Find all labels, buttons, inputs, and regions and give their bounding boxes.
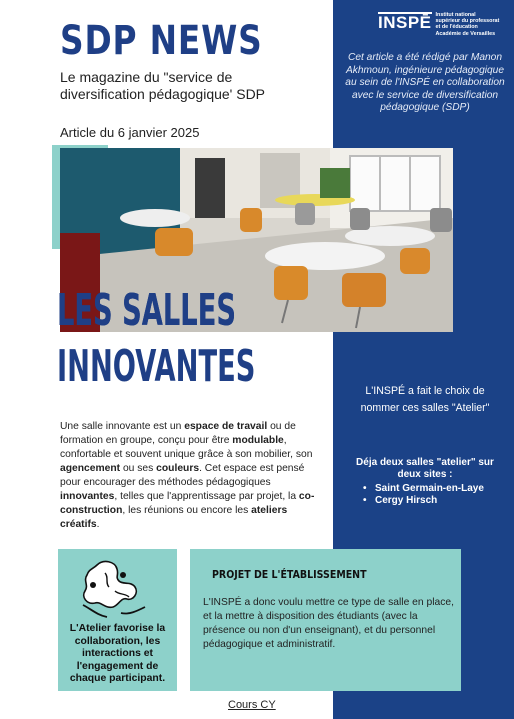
project-title: PROJET DE L'ÉTABLISSEMENT — [212, 569, 367, 581]
text-run: , telles que l'apprentissage par projet, la — [114, 491, 299, 502]
emphasis: co-construction — [60, 491, 315, 516]
sites-block — [345, 457, 505, 507]
text-run: . Cet espace est pensé pour encourager des méthodes pédagogiques — [60, 463, 305, 488]
emphasis: modulable — [232, 435, 284, 446]
logo-caption-line: supérieur du professorat — [435, 18, 500, 25]
sites-list — [345, 483, 505, 507]
footer-link[interactable]: Cours CY — [228, 699, 276, 711]
puzzle-hand-icon — [75, 557, 155, 621]
logo-caption-line: et de l'éducation — [435, 24, 478, 31]
magazine-title: SDP NEWS — [60, 18, 263, 64]
headline — [57, 283, 255, 395]
text-run: Une salle innovante est un — [60, 421, 185, 432]
project-text: L'INSPÉ a donc voulu mettre ce type de salle en place, et la mettre à disposition des étudiants (avec la présence ou non d'un enseignant), et du personnel pédagogique et administratif. — [203, 597, 454, 650]
inspe-logo — [378, 12, 503, 44]
list-item: • Cergy Hirsch — [363, 495, 505, 507]
quote-text: L'Atelier favorise la collaboration, les interactions et l'engagement de chaque participant. — [69, 623, 166, 684]
logo-mark: INSPĒ — [378, 13, 432, 32]
intro-paragraph — [60, 420, 322, 532]
logo-caption — [436, 12, 500, 37]
author-note: Cet article a été rédigé par Manon Akhmoun, ingénieure pédagogique au sein de l'INSPÉ en collaboration avec le service de diversification pédagogique (SDP) — [345, 52, 505, 114]
emphasis: agencement — [60, 463, 121, 474]
magazine-subtitle: Le magazine du "service de diversification pédagogique' SDP — [60, 69, 266, 102]
atelier-choice: L'INSPÉ a fait le choix de nommer ces salles "Atelier" — [360, 385, 490, 414]
headline-line-1: LES SALLES — [57, 285, 236, 336]
text-run: , confortable et souvent unique grâce à son mobilier, son — [60, 435, 313, 460]
logo-caption-line: Institut national — [435, 12, 476, 18]
text-run: , les réunions ou encore les — [122, 505, 252, 516]
list-item: • Saint Germain-en-Laye — [363, 483, 505, 495]
text-run: ou ses — [120, 463, 157, 474]
emphasis: couleurs — [156, 463, 200, 474]
text-run: ou de formation en groupe, conçu pour être — [60, 421, 296, 446]
text-run: . — [96, 519, 100, 530]
emphasis: ateliers créatifs — [60, 505, 288, 530]
logo-caption-line: Académie de Versailles — [435, 30, 496, 37]
emphasis: innovantes — [60, 491, 115, 502]
article-date: Article du 6 janvier 2025 — [60, 125, 200, 140]
sites-title: Déja deux salles "atelier" sur deux sites : — [356, 457, 494, 480]
emphasis: espace de travail — [184, 421, 268, 432]
headline-line-2: INNOVANTES — [57, 341, 256, 392]
